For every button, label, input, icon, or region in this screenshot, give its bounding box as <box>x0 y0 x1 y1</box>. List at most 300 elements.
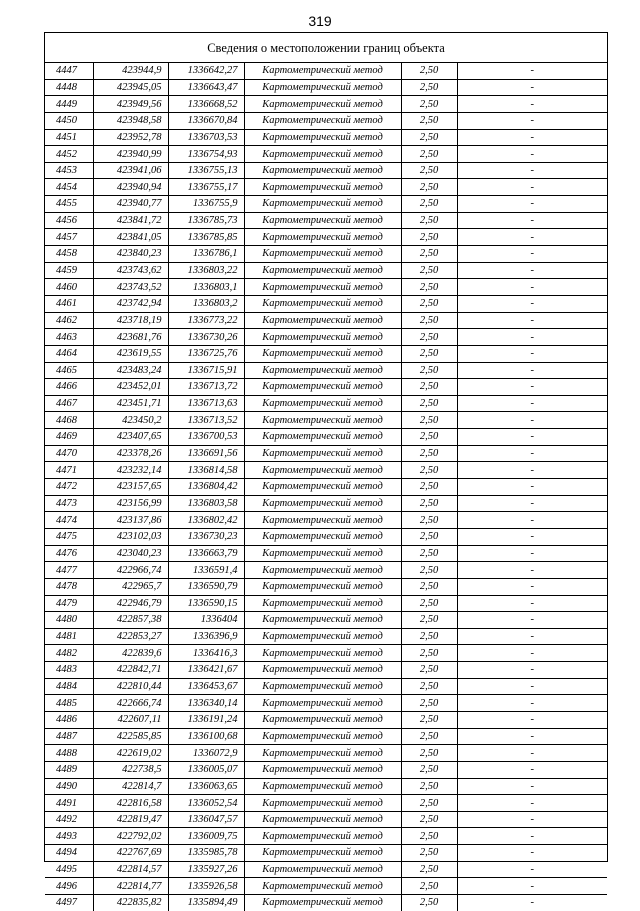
note-cell: - <box>457 312 607 329</box>
x-coordinate-cell: 422814,57 <box>93 861 168 878</box>
accuracy-cell: 2,50 <box>401 861 457 878</box>
method-cell: Картометрический метод <box>244 146 401 163</box>
note-cell: - <box>530 897 534 909</box>
note-cell: - <box>457 262 607 279</box>
accuracy-cell: 2,50 <box>401 895 457 911</box>
table-row <box>45 362 607 379</box>
note-cell: - <box>457 146 607 163</box>
method-cell: Картометрический метод <box>244 512 401 529</box>
note-cell: - <box>457 778 607 795</box>
x-coordinate-cell: 422814,7 <box>93 778 168 795</box>
accuracy-cell: 2,50 <box>401 662 457 679</box>
accuracy-cell: 2,50 <box>401 246 457 263</box>
accuracy-cell: 2,50 <box>401 578 457 595</box>
y-coordinate-cell: 1336691,56 <box>168 445 244 462</box>
point-number-cell: 4463 <box>45 329 93 346</box>
x-coordinate-cell: 423718,19 <box>93 312 168 329</box>
point-number-cell: 4487 <box>45 728 93 745</box>
note-cell: - <box>457 795 607 812</box>
point-number-cell: 4449 <box>45 96 93 113</box>
note-cell: - <box>457 528 607 545</box>
accuracy-cell: 2,50 <box>401 395 457 412</box>
table-row <box>45 678 607 695</box>
y-coordinate-cell: 1336803,58 <box>168 495 244 512</box>
note-cell: - <box>457 279 607 296</box>
accuracy-cell: 2,50 <box>401 63 457 79</box>
point-number-cell: 4477 <box>45 562 93 579</box>
x-coordinate-cell: 422835,82 <box>93 895 168 911</box>
accuracy-cell: 2,50 <box>401 112 457 129</box>
x-coordinate-cell: 423407,65 <box>93 429 168 446</box>
table-row <box>45 895 607 911</box>
method-cell: Картометрический метод <box>244 262 401 279</box>
method-cell: Картометрический метод <box>244 695 401 712</box>
table-row <box>45 778 607 795</box>
point-number-cell: 4450 <box>45 112 93 129</box>
note-cell: - <box>457 63 607 79</box>
y-coordinate-cell: 1336725,76 <box>168 345 244 362</box>
accuracy-cell: 2,50 <box>401 545 457 562</box>
accuracy-cell: 2,50 <box>401 795 457 812</box>
point-number-cell: 4493 <box>45 828 93 845</box>
point-number-cell: 4481 <box>45 628 93 645</box>
point-number-cell: 4479 <box>45 595 93 612</box>
point-number-cell: 4484 <box>45 678 93 695</box>
table-row <box>45 179 607 196</box>
x-coordinate-cell: 423949,56 <box>93 96 168 113</box>
method-cell: Картометрический метод <box>244 229 401 246</box>
table-row <box>45 445 607 462</box>
boundary-table-frame <box>44 32 608 909</box>
point-number-cell: 4486 <box>45 711 93 728</box>
y-coordinate-cell: 1335927,26 <box>168 861 244 878</box>
note-cell: - <box>457 745 607 762</box>
x-coordinate-cell: 423743,62 <box>93 262 168 279</box>
x-coordinate-cell: 422857,38 <box>93 612 168 629</box>
note-cell: - <box>457 811 607 828</box>
x-coordinate-cell: 422853,27 <box>93 628 168 645</box>
x-coordinate-cell: 422966,74 <box>93 562 168 579</box>
accuracy-cell: 2,50 <box>401 412 457 429</box>
table-row <box>45 229 607 246</box>
accuracy-cell: 2,50 <box>401 728 457 745</box>
x-coordinate-cell: 423944,9 <box>93 63 168 79</box>
point-number-cell: 4472 <box>45 479 93 496</box>
x-coordinate-cell: 423743,52 <box>93 279 168 296</box>
note-cell: - <box>457 479 607 496</box>
y-coordinate-cell: 1336009,75 <box>168 828 244 845</box>
y-coordinate-cell: 1336730,23 <box>168 528 244 545</box>
point-number-cell: 4454 <box>45 179 93 196</box>
method-cell: Картометрический метод <box>244 795 401 812</box>
table-row <box>45 212 607 229</box>
method-cell: Картометрический метод <box>244 196 401 213</box>
y-coordinate-cell: 1336670,84 <box>168 112 244 129</box>
point-number-cell: 4465 <box>45 362 93 379</box>
note-cell: - <box>457 395 607 412</box>
table-row <box>45 79 607 96</box>
table-row <box>45 512 607 529</box>
table-title: Сведения о местоположении границ объекта <box>45 33 607 63</box>
point-number-cell: 4460 <box>45 279 93 296</box>
table-row <box>45 545 607 562</box>
y-coordinate-cell: 1335985,78 <box>168 845 244 862</box>
x-coordinate-cell: 422816,58 <box>93 795 168 812</box>
point-number-cell: 4478 <box>45 578 93 595</box>
y-coordinate-cell: 1336416,3 <box>168 645 244 662</box>
table-row <box>45 279 607 296</box>
method-cell: Картометрический метод <box>244 429 401 446</box>
method-cell: Картометрический метод <box>244 79 401 96</box>
table-row <box>45 711 607 728</box>
note-cell: - <box>457 645 607 662</box>
accuracy-cell: 2,50 <box>401 678 457 695</box>
method-cell: Картометрический метод <box>244 612 401 629</box>
table-row <box>45 96 607 113</box>
method-cell: Картометрический метод <box>244 112 401 129</box>
y-coordinate-cell: 1336803,22 <box>168 262 244 279</box>
x-coordinate-cell: 423841,05 <box>93 229 168 246</box>
accuracy-cell: 2,50 <box>401 761 457 778</box>
method-cell: Картометрический метод <box>244 828 401 845</box>
note-cell: - <box>457 711 607 728</box>
y-coordinate-cell: 1336100,68 <box>168 728 244 745</box>
y-coordinate-cell: 1336755,17 <box>168 179 244 196</box>
note-cell: - <box>457 878 607 895</box>
table-row <box>45 761 607 778</box>
y-coordinate-cell: 1336803,2 <box>168 295 244 312</box>
y-coordinate-cell: 1336340,14 <box>168 695 244 712</box>
note-cell: - <box>457 512 607 529</box>
accuracy-cell: 2,50 <box>401 329 457 346</box>
point-number-cell: 4452 <box>45 146 93 163</box>
point-number-cell: 4475 <box>45 528 93 545</box>
accuracy-cell: 2,50 <box>401 312 457 329</box>
method-cell: Картометрический метод <box>244 678 401 695</box>
method-cell: Картометрический метод <box>244 545 401 562</box>
table-row <box>45 262 607 279</box>
note-cell: - <box>457 612 607 629</box>
note-cell: - <box>457 345 607 362</box>
point-number-cell: 4480 <box>45 612 93 629</box>
note-cell: - <box>457 412 607 429</box>
x-coordinate-cell: 422965,7 <box>93 578 168 595</box>
y-coordinate-cell: 1336421,67 <box>168 662 244 679</box>
note-cell: - <box>457 761 607 778</box>
note-cell: - <box>457 79 607 96</box>
accuracy-cell: 2,50 <box>401 479 457 496</box>
method-cell: Картометрический метод <box>244 662 401 679</box>
table-row <box>45 595 607 612</box>
note-cell: - <box>457 495 607 512</box>
x-coordinate-cell: 423940,77 <box>93 196 168 213</box>
table-row <box>45 845 607 862</box>
y-coordinate-cell: 1336754,93 <box>168 146 244 163</box>
point-number-cell: 4473 <box>45 495 93 512</box>
y-coordinate-cell: 1336591,4 <box>168 562 244 579</box>
method-cell: Картометрический метод <box>244 412 401 429</box>
method-cell: Картометрический метод <box>244 295 401 312</box>
table-row <box>45 628 607 645</box>
note-cell: - <box>457 112 607 129</box>
point-number-cell: 4451 <box>45 129 93 146</box>
accuracy-cell: 2,50 <box>401 146 457 163</box>
accuracy-cell: 2,50 <box>401 595 457 612</box>
y-coordinate-cell: 1336703,53 <box>168 129 244 146</box>
table-row <box>45 811 607 828</box>
accuracy-cell: 2,50 <box>401 645 457 662</box>
method-cell: Картометрический метод <box>244 495 401 512</box>
x-coordinate-cell: 423952,78 <box>93 129 168 146</box>
method-cell: Картометрический метод <box>244 395 401 412</box>
accuracy-cell: 2,50 <box>401 845 457 862</box>
y-coordinate-cell: 1336047,57 <box>168 811 244 828</box>
method-cell: Картометрический метод <box>244 379 401 396</box>
method-cell: Картометрический метод <box>244 329 401 346</box>
x-coordinate-cell: 422842,71 <box>93 662 168 679</box>
x-coordinate-cell: 422792,02 <box>93 828 168 845</box>
x-coordinate-cell: 422619,02 <box>93 745 168 762</box>
y-coordinate-cell: 1336814,58 <box>168 462 244 479</box>
table-row <box>45 495 607 512</box>
accuracy-cell: 2,50 <box>401 212 457 229</box>
note-cell: - <box>457 828 607 845</box>
table-row <box>45 645 607 662</box>
y-coordinate-cell: 1336453,67 <box>168 678 244 695</box>
method-cell: Картометрический метод <box>244 129 401 146</box>
point-number-cell: 4467 <box>45 395 93 412</box>
y-coordinate-cell: 1336590,79 <box>168 578 244 595</box>
table-row <box>45 412 607 429</box>
y-coordinate-cell: 1336052,54 <box>168 795 244 812</box>
accuracy-cell: 2,50 <box>401 745 457 762</box>
point-number-cell: 4457 <box>45 229 93 246</box>
y-coordinate-cell: 1336804,42 <box>168 479 244 496</box>
table-row <box>45 379 607 396</box>
accuracy-cell: 2,50 <box>401 462 457 479</box>
point-number-cell: 4448 <box>45 79 93 96</box>
x-coordinate-cell: 422767,69 <box>93 845 168 862</box>
accuracy-cell: 2,50 <box>401 345 457 362</box>
y-coordinate-cell: 1336713,72 <box>168 379 244 396</box>
note-cell: - <box>457 445 607 462</box>
method-cell: Картометрический метод <box>244 362 401 379</box>
x-coordinate-cell: 423742,94 <box>93 295 168 312</box>
x-coordinate-cell: 423232,14 <box>93 462 168 479</box>
table-row <box>45 345 607 362</box>
accuracy-cell: 2,50 <box>401 379 457 396</box>
note-cell: - <box>457 129 607 146</box>
point-number-cell: 4495 <box>45 861 93 878</box>
note-cell: - <box>457 845 607 862</box>
method-cell: Картометрический метод <box>244 878 401 895</box>
accuracy-cell: 2,50 <box>401 362 457 379</box>
method-cell: Картометрический метод <box>244 745 401 762</box>
accuracy-cell: 2,50 <box>401 612 457 629</box>
note-cell: - <box>457 329 607 346</box>
accuracy-cell: 2,50 <box>401 811 457 828</box>
note-cell: - <box>457 695 607 712</box>
y-coordinate-cell: 1336803,1 <box>168 279 244 296</box>
x-coordinate-cell: 423156,99 <box>93 495 168 512</box>
page-number: 319 <box>308 13 332 29</box>
x-coordinate-cell: 423681,76 <box>93 329 168 346</box>
y-coordinate-cell: 1335894,49 <box>168 895 244 911</box>
method-cell: Картометрический метод <box>244 63 401 79</box>
x-coordinate-cell: 423102,03 <box>93 528 168 545</box>
note-cell: - <box>457 678 607 695</box>
accuracy-cell: 2,50 <box>401 828 457 845</box>
method-cell: Картометрический метод <box>244 578 401 595</box>
y-coordinate-cell: 1336786,1 <box>168 246 244 263</box>
y-coordinate-cell: 1336072,9 <box>168 745 244 762</box>
method-cell: Картометрический метод <box>244 246 401 263</box>
table-row <box>45 728 607 745</box>
accuracy-cell: 2,50 <box>401 878 457 895</box>
point-number-cell: 4453 <box>45 162 93 179</box>
x-coordinate-cell: 423619,55 <box>93 345 168 362</box>
point-number-cell: 4474 <box>45 512 93 529</box>
table-row <box>45 828 607 845</box>
table-row <box>45 395 607 412</box>
point-number-cell: 4476 <box>45 545 93 562</box>
point-number-cell: 4462 <box>45 312 93 329</box>
y-coordinate-cell: 1336700,53 <box>168 429 244 446</box>
point-number-cell: 4455 <box>45 196 93 213</box>
note-cell: - <box>457 295 607 312</box>
table-row <box>45 878 607 895</box>
method-cell: Картометрический метод <box>244 895 401 911</box>
accuracy-cell: 2,50 <box>401 196 457 213</box>
table-row <box>45 578 607 595</box>
x-coordinate-cell: 423941,06 <box>93 162 168 179</box>
method-cell: Картометрический метод <box>244 595 401 612</box>
point-number-cell: 4489 <box>45 761 93 778</box>
y-coordinate-cell: 1336404 <box>168 612 244 629</box>
accuracy-cell: 2,50 <box>401 179 457 196</box>
point-number-cell: 4468 <box>45 412 93 429</box>
accuracy-cell: 2,50 <box>401 695 457 712</box>
note-cell: - <box>457 429 607 446</box>
note-cell: - <box>457 246 607 263</box>
x-coordinate-cell: 423157,65 <box>93 479 168 496</box>
table-row <box>45 162 607 179</box>
method-cell: Картометрический метод <box>244 861 401 878</box>
point-number-cell: 4471 <box>45 462 93 479</box>
note-cell: - <box>457 562 607 579</box>
x-coordinate-cell: 422585,85 <box>93 728 168 745</box>
y-coordinate-cell: 1336590,15 <box>168 595 244 612</box>
y-coordinate-cell: 1336668,52 <box>168 96 244 113</box>
accuracy-cell: 2,50 <box>401 562 457 579</box>
note-cell: - <box>457 96 607 113</box>
table-row <box>45 662 607 679</box>
y-coordinate-cell: 1336715,91 <box>168 362 244 379</box>
method-cell: Картометрический метод <box>244 562 401 579</box>
x-coordinate-cell: 422607,11 <box>93 711 168 728</box>
x-coordinate-cell: 423040,23 <box>93 545 168 562</box>
table-row <box>45 562 607 579</box>
accuracy-cell: 2,50 <box>401 528 457 545</box>
table-row <box>45 462 607 479</box>
note-cell: - <box>457 578 607 595</box>
table-row <box>45 795 607 812</box>
method-cell: Картометрический метод <box>244 645 401 662</box>
note-cell: - <box>457 662 607 679</box>
x-coordinate-cell: 422738,5 <box>93 761 168 778</box>
x-coordinate-cell: 423137,86 <box>93 512 168 529</box>
x-coordinate-cell: 422946,79 <box>93 595 168 612</box>
note-cell: - <box>457 362 607 379</box>
coordinates-table-body <box>45 63 607 911</box>
point-number-cell: 4466 <box>45 379 93 396</box>
accuracy-cell: 2,50 <box>401 262 457 279</box>
method-cell: Картометрический метод <box>244 212 401 229</box>
point-number-cell: 4496 <box>45 878 93 895</box>
y-coordinate-cell: 1336642,27 <box>168 63 244 79</box>
note-cell: - <box>457 162 607 179</box>
coordinates-table <box>45 63 607 911</box>
table-row <box>45 479 607 496</box>
accuracy-cell: 2,50 <box>401 129 457 146</box>
accuracy-cell: 2,50 <box>401 778 457 795</box>
table-row <box>45 695 607 712</box>
method-cell: Картометрический метод <box>244 811 401 828</box>
point-number-cell: 4494 <box>45 845 93 862</box>
point-number-cell: 4488 <box>45 745 93 762</box>
x-coordinate-cell: 423940,94 <box>93 179 168 196</box>
method-cell: Картометрический метод <box>244 462 401 479</box>
note-cell: - <box>457 212 607 229</box>
method-cell: Картометрический метод <box>244 162 401 179</box>
note-cell: - <box>457 595 607 612</box>
y-coordinate-cell: 1336713,52 <box>168 412 244 429</box>
y-coordinate-cell: 1336663,79 <box>168 545 244 562</box>
x-coordinate-cell: 423948,58 <box>93 112 168 129</box>
method-cell: Картометрический метод <box>244 179 401 196</box>
point-number-cell: 4483 <box>45 662 93 679</box>
method-cell: Картометрический метод <box>244 778 401 795</box>
table-row <box>45 146 607 163</box>
method-cell: Картометрический метод <box>244 345 401 362</box>
point-number-cell: 4482 <box>45 645 93 662</box>
method-cell: Картометрический метод <box>244 312 401 329</box>
accuracy-cell: 2,50 <box>401 96 457 113</box>
note-cell: - <box>457 861 607 878</box>
point-number-cell: 4458 <box>45 246 93 263</box>
x-coordinate-cell: 423451,71 <box>93 395 168 412</box>
y-coordinate-cell: 1336730,26 <box>168 329 244 346</box>
y-coordinate-cell: 1336713,63 <box>168 395 244 412</box>
method-cell: Картометрический метод <box>244 761 401 778</box>
x-coordinate-cell: 422810,44 <box>93 678 168 695</box>
note-cell: - <box>457 545 607 562</box>
x-coordinate-cell: 422819,47 <box>93 811 168 828</box>
method-cell: Картометрический метод <box>244 628 401 645</box>
accuracy-cell: 2,50 <box>401 295 457 312</box>
method-cell: Картометрический метод <box>244 279 401 296</box>
x-coordinate-cell: 422666,74 <box>93 695 168 712</box>
x-coordinate-cell: 423945,05 <box>93 79 168 96</box>
y-coordinate-cell: 1336063,65 <box>168 778 244 795</box>
point-number-cell: 4485 <box>45 695 93 712</box>
method-cell: Картометрический метод <box>244 528 401 545</box>
table-row <box>45 196 607 213</box>
accuracy-cell: 2,50 <box>401 495 457 512</box>
y-coordinate-cell: 1336773,22 <box>168 312 244 329</box>
table-row <box>45 295 607 312</box>
method-cell: Картометрический метод <box>244 711 401 728</box>
